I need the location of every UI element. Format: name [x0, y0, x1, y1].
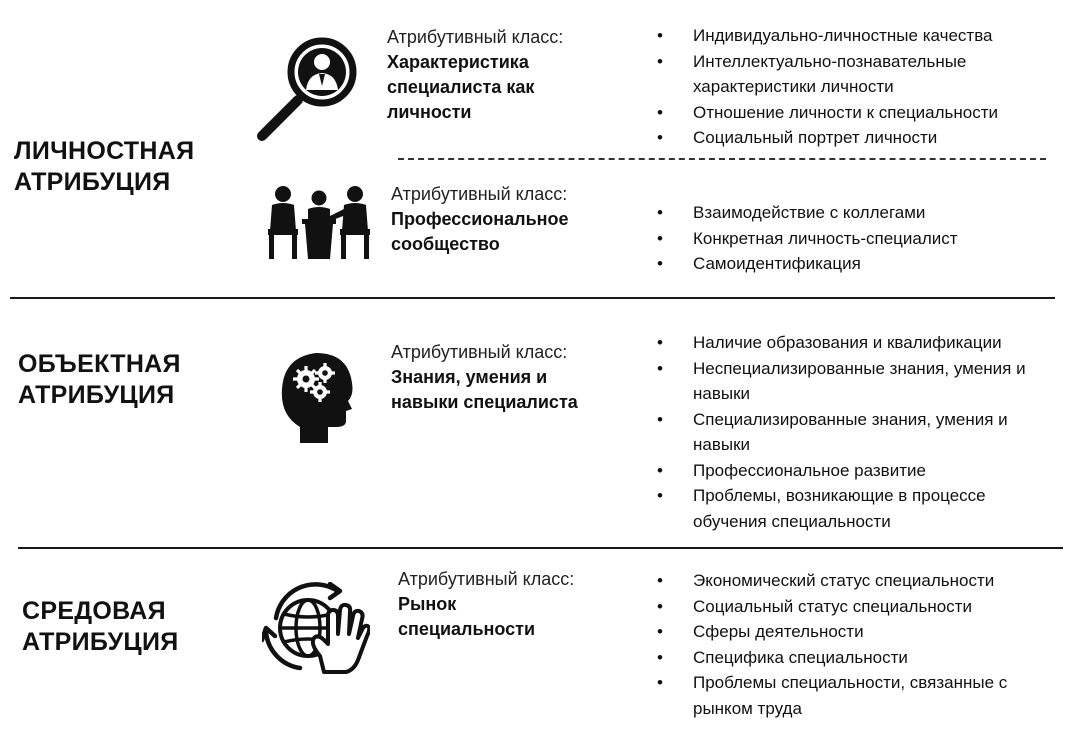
attr-items-knowledge [655, 330, 1067, 534]
list-item: • Индивидуально-личностные качества [655, 23, 1055, 49]
attr-items-market [655, 568, 1055, 721]
attr-items-community [655, 200, 1055, 277]
list-item: • Профессиональное развитие [655, 458, 1067, 484]
attr-class-knowledge [391, 340, 578, 415]
attr-class-name: Профессиональное сообщество [391, 209, 569, 254]
list-item: • Самоидентификация [655, 251, 1055, 277]
magnifier-person-icon [254, 36, 364, 146]
section-title-line: ОБЪЕКТНАЯ [18, 350, 181, 378]
attr-class-name: Характеристика специалиста как личности [387, 52, 535, 122]
attr-class-name: Рынок специальности [398, 594, 536, 639]
list-item: • Проблемы, возникающие в процессе обучения специальности [655, 483, 1038, 534]
list-item: • Проблемы специальности, связанные с рынком труда [655, 670, 1058, 721]
attr-class-label: Атрибутивный класс: [391, 184, 568, 204]
attr-class-community [391, 182, 569, 257]
list-item: • Отношение личности к специальности [655, 100, 1055, 126]
attr-class-personality [387, 25, 563, 125]
list-item: • Социальный статус специальности [655, 594, 1055, 620]
list-item: • Специализированные знания, умения и навыки [655, 407, 1067, 458]
section-title-line: АТРИБУЦИЯ [18, 381, 175, 409]
section-title-line: АТРИБУЦИЯ [22, 628, 179, 656]
list-item: • Социальный портрет личности [655, 125, 1055, 151]
section-divider [18, 547, 1063, 549]
list-item: • Сферы деятельности [655, 619, 1055, 645]
section-title-line: АТРИБУЦИЯ [14, 168, 171, 196]
section-title-personal [14, 136, 194, 198]
list-item: • Конкретная личность-специалист [655, 226, 1055, 252]
attr-class-label: Атрибутивный класс: [387, 27, 564, 47]
head-gears-icon [276, 349, 354, 445]
attr-class-name: Знания, умения и навыки специалиста [391, 367, 578, 412]
attr-class-label: Атрибутивный класс: [391, 342, 568, 362]
attr-items-personality [655, 23, 1055, 151]
section-title-line: СРЕДОВАЯ [22, 597, 166, 625]
section-title-environment [22, 596, 179, 658]
attr-class-market [398, 567, 574, 642]
section-title-object [18, 349, 181, 411]
globe-hand-icon [262, 582, 370, 676]
dashed-divider [398, 158, 1046, 160]
list-item: • Интеллектуально-познавательные характеристики личности [655, 49, 983, 100]
list-item: • Наличие образования и квалификации [655, 330, 1067, 356]
list-item: • Специфика специальности [655, 645, 1055, 671]
attr-class-label: Атрибутивный класс: [398, 569, 575, 589]
section-divider [10, 297, 1055, 299]
section-title-line: ЛИЧНОСТНАЯ [14, 137, 195, 165]
list-item: • Неспециализированные знания, умения и навыки [655, 356, 1067, 407]
list-item: • Экономический статус специальности [655, 568, 1055, 594]
meeting-people-icon [266, 185, 372, 261]
list-item: • Взаимодействие с коллегами [655, 200, 1055, 226]
